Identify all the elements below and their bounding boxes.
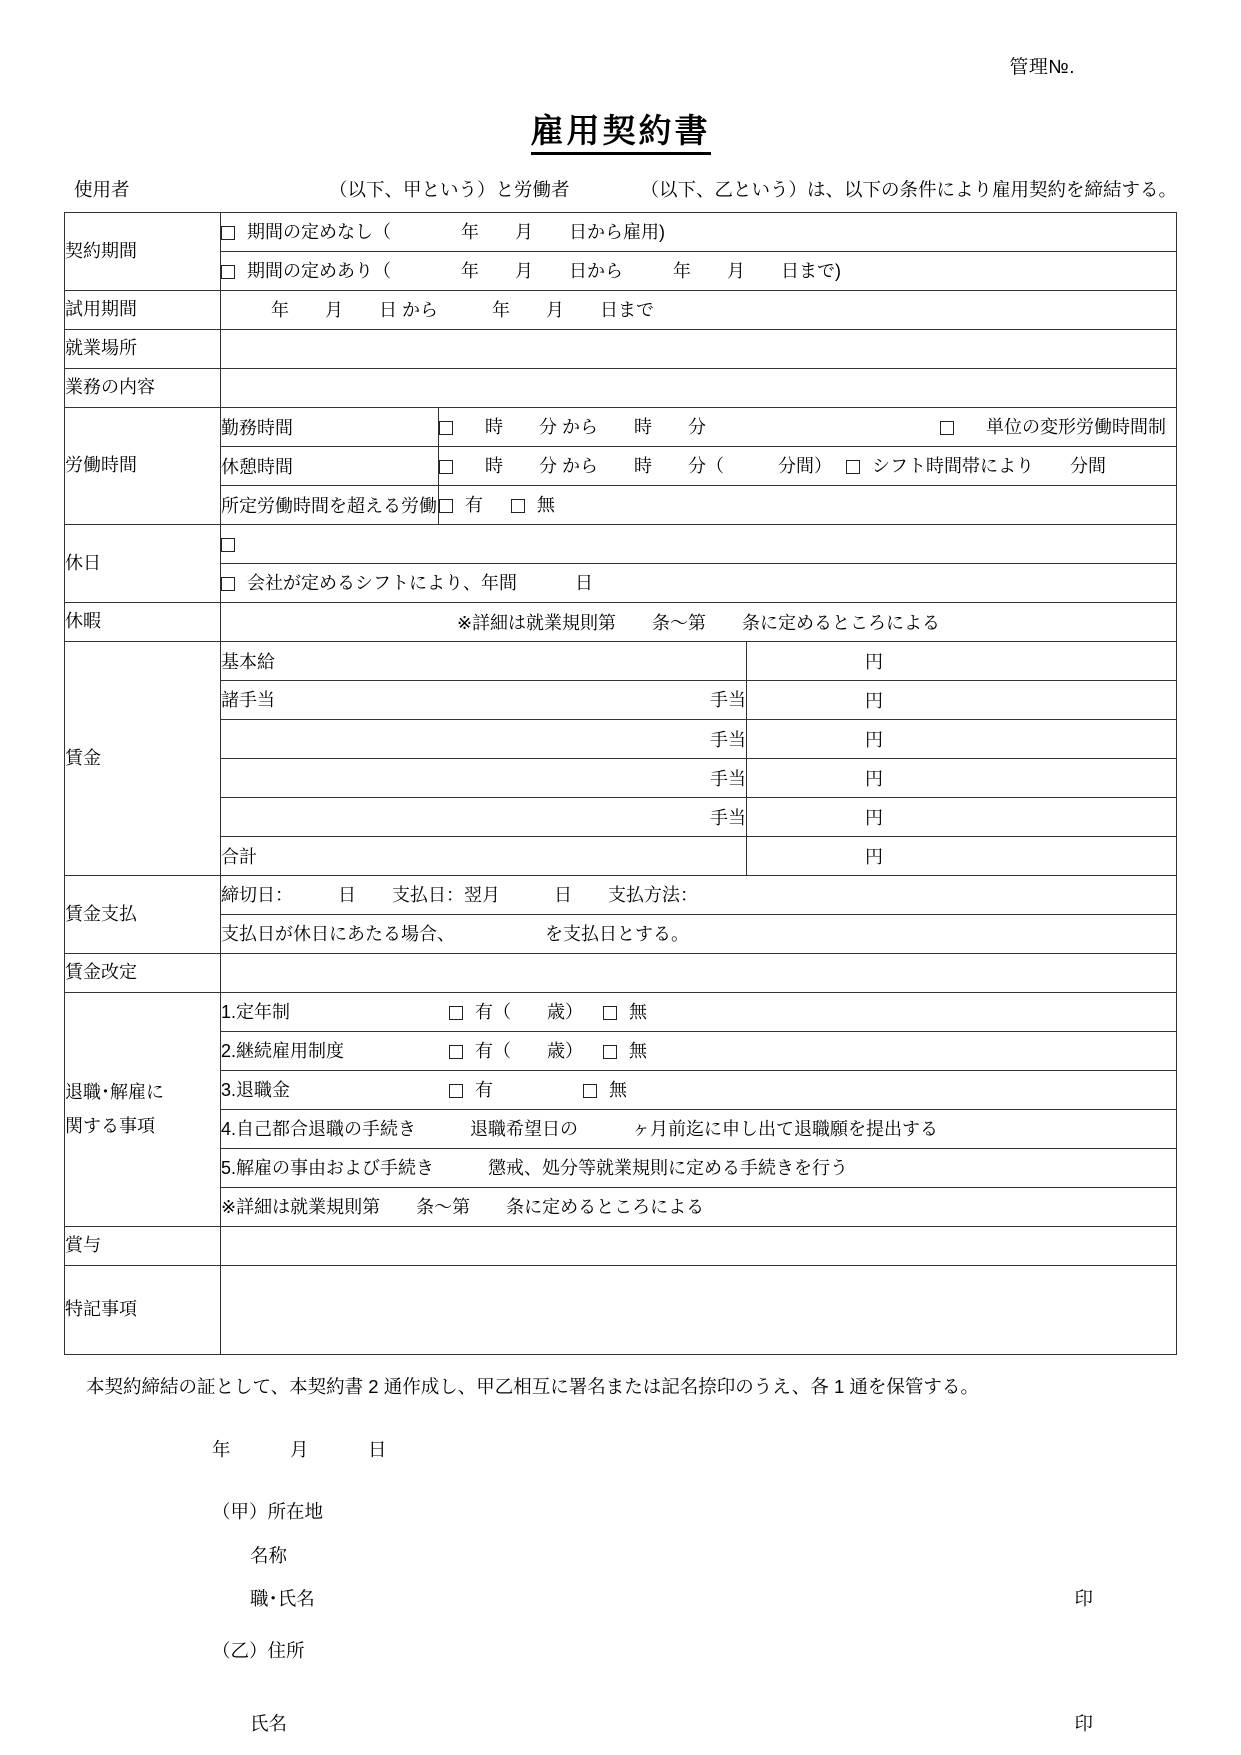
wage-total-amount-cell[interactable]: [746, 837, 1176, 876]
checkbox-overtime-yes[interactable]: [439, 499, 453, 513]
retirement-note-text: ※詳細は就業規則第 条～第 条に定めるところによる: [221, 1197, 705, 1217]
retirement-item-1-cell: [221, 993, 1177, 1032]
fixed-period-mid: 年 月 日から: [461, 261, 623, 281]
wage-payment-line2-a: 支払日が休日にあたる場合、: [221, 924, 455, 944]
table-row-wage-allowance-1: [65, 681, 1177, 720]
contract-table: [64, 212, 1177, 1355]
ko-address-label: （甲）所在地: [212, 1501, 324, 1523]
table-row-remarks: [65, 1266, 1177, 1355]
bonus-value-cell[interactable]: [221, 1227, 1177, 1266]
row-label-remarks: 特記事項: [65, 1266, 221, 1355]
table-row-trial-period: [65, 291, 1177, 330]
row-label-wage: 賃金: [65, 642, 221, 876]
admin-number-label: 管理№.: [1009, 57, 1075, 78]
contract-period-indefinite-cell: [221, 213, 1177, 252]
otsu-seal-label: 印: [1074, 1713, 1093, 1735]
break-time-value-cell: [439, 447, 1177, 486]
table-row-retirement-5: [65, 1149, 1177, 1188]
table-row-break-time: [65, 447, 1177, 486]
ko-address-row: [212, 1490, 1177, 1533]
wage-revision-value-cell[interactable]: [221, 954, 1177, 993]
table-row-holidays-shift: [65, 564, 1177, 603]
intro-line: [64, 176, 1177, 202]
checkbox-mandatory-retirement-no[interactable]: [603, 1006, 617, 1020]
checkbox-holiday-custom[interactable]: [221, 538, 235, 552]
table-row-retirement-2: [65, 1032, 1177, 1071]
allowance-unit-2: 円: [864, 730, 883, 750]
table-row-leave: [65, 603, 1177, 642]
otsu-address-label: （乙）住所: [212, 1639, 305, 1661]
retirement-label-line2: 関する事項: [65, 1115, 155, 1136]
overtime-yes-label: 有: [465, 495, 483, 515]
table-row-retirement-1: [65, 993, 1177, 1032]
row-label-job-content: 業務の内容: [65, 369, 221, 408]
retirement-item-3-cell: [221, 1071, 1177, 1110]
otsu-note: （以下、乙という）は、以下の条件により雇用契約を締結する。: [640, 179, 1177, 200]
row-label-working-hours: 労働時間: [65, 408, 221, 525]
wage-payment-line1: 締切日： 日 支払日：翌月 日 支払方法：: [221, 885, 698, 905]
page-title-text: 雇用契約書: [531, 112, 711, 155]
retirement-item-2-label: 2.継続雇用制度: [221, 1041, 345, 1061]
row-label-bonus: 賞与: [65, 1227, 221, 1266]
checkbox-continued-employment-no[interactable]: [603, 1045, 617, 1059]
wage-payment-line1-cell[interactable]: [221, 876, 1177, 915]
table-row-overtime: [65, 486, 1177, 525]
table-row-workplace: [65, 330, 1177, 369]
allowance-name-1: 手当: [709, 690, 746, 710]
break-time-range: 時 分 から 時 分（ 分間）: [485, 456, 832, 476]
job-content-value-cell[interactable]: [221, 369, 1177, 408]
fixed-period-tail: 年 月 日まで): [673, 261, 841, 281]
ko-name-label: 名称: [250, 1544, 288, 1566]
ko-title-row: [212, 1577, 1177, 1620]
checkbox-variable-working-hours[interactable]: [940, 421, 954, 435]
duty-hours-value-cell: [439, 408, 1177, 447]
workplace-value-cell[interactable]: [221, 330, 1177, 369]
allowance-amount-cell-3[interactable]: [746, 759, 1176, 798]
retirement-item-3-no: 無: [609, 1080, 627, 1100]
allowance-name-3: 手当: [221, 759, 747, 798]
checkbox-break-time[interactable]: [439, 460, 453, 474]
wage-payment-line2-cell[interactable]: [221, 915, 1177, 954]
row-label-holidays: 休日: [65, 525, 221, 603]
allowance-name-2: 手当: [221, 720, 747, 759]
allowance-amount-cell-4[interactable]: [746, 798, 1176, 837]
checkbox-severance-pay-yes[interactable]: [449, 1084, 463, 1098]
retirement-item-5-cell: [221, 1149, 1177, 1188]
retirement-item-2-cell: [221, 1032, 1177, 1071]
checkbox-mandatory-retirement-yes[interactable]: [449, 1006, 463, 1020]
holiday-option-shift-cell: [221, 564, 1177, 603]
retirement-item-5-text: 5.解雇の事由および手続き 懲戒、処分等就業規則に定める手続きを行う: [221, 1158, 849, 1178]
allowance-unit-4: 円: [864, 808, 883, 828]
otsu-address-row: [212, 1629, 1177, 1672]
checkbox-fixed-period[interactable]: [221, 265, 235, 279]
fixed-period-label: 期間の定めあり（: [247, 261, 391, 281]
table-row-contract-period: [65, 213, 1177, 252]
shift-break-label: シフト時間帯により 分間: [872, 456, 1106, 476]
checkbox-shift-break[interactable]: [846, 460, 860, 474]
signature-block: [64, 1490, 1177, 1745]
retirement-label-line1: 退職･解雇に: [65, 1082, 164, 1103]
variable-working-hours-label: 単位の変形労働時間制: [986, 417, 1166, 437]
checkbox-duty-hours[interactable]: [439, 421, 453, 435]
ko-seal-label: 印: [1074, 1588, 1093, 1610]
checkbox-holiday-shift[interactable]: [221, 577, 235, 591]
wage-allowances-label: 諸手当: [221, 690, 275, 710]
allowance-amount-cell-1[interactable]: [746, 681, 1176, 720]
sub-label-break-time: 休憩時間: [221, 447, 439, 486]
retirement-item-1-label: 1.定年制: [221, 1002, 291, 1022]
table-row-retirement-note: [65, 1188, 1177, 1227]
indefinite-period-tail: 年 月 日から雇用): [461, 222, 665, 242]
wage-basic-unit: 円: [864, 652, 883, 672]
table-row-wage-basic: [65, 642, 1177, 681]
otsu-name-row: [212, 1702, 1177, 1745]
allowance-name-4: 手当: [221, 798, 747, 837]
table-row-retirement-4: [65, 1110, 1177, 1149]
table-row-wage-total: [65, 837, 1177, 876]
wage-allowances-cell: [221, 681, 747, 720]
wage-payment-line2-b: を支払日とする。: [545, 924, 689, 944]
sub-label-overtime: 所定労働時間を超える労働: [221, 486, 439, 525]
trial-period-value: 年 月 日 から 年 月 日まで: [271, 300, 654, 320]
table-row-contract-period-fixed: [65, 252, 1177, 291]
row-label-workplace: 就業場所: [65, 330, 221, 369]
retirement-item-3-label: 3.退職金: [221, 1080, 291, 1100]
table-row-wage-allowance-3: [65, 759, 1177, 798]
retirement-item-2-no: 無: [629, 1041, 647, 1061]
leave-note: ※詳細は就業規則第 条～第 条に定めるところによる: [221, 603, 1177, 642]
row-label-trial-period: 試用期間: [65, 291, 221, 330]
table-row-duty-hours: [65, 408, 1177, 447]
page-title: [64, 105, 1177, 154]
retirement-note-cell: [221, 1188, 1177, 1227]
row-label-contract-period: 契約期間: [65, 213, 221, 291]
allowance-unit-3: 円: [864, 769, 883, 789]
retirement-item-1-yes: 有（ 歳）: [475, 1002, 583, 1022]
retirement-item-3-yes: 有: [475, 1080, 493, 1100]
employer-label: 使用者: [74, 179, 130, 200]
table-row-retirement-3: [65, 1071, 1177, 1110]
checkbox-severance-pay-no[interactable]: [583, 1084, 597, 1098]
signature-date-line[interactable]: 年 月 日: [212, 1439, 388, 1461]
ko-note: （以下、甲という）と労働者: [329, 179, 570, 200]
trial-period-value-cell[interactable]: [221, 291, 1177, 330]
table-row-job-content: [65, 369, 1177, 408]
retirement-item-4-cell: [221, 1110, 1177, 1149]
holiday-option-blank-cell: [221, 525, 1177, 564]
sub-label-duty-hours: 勤務時間: [221, 408, 439, 447]
overtime-value-cell: [439, 486, 1177, 525]
allowance-unit-1: 円: [864, 691, 883, 711]
wage-basic-amount-cell[interactable]: [746, 642, 1176, 681]
holiday-shift-tail: 日: [575, 573, 593, 593]
indefinite-period-label: 期間の定めなし（: [247, 222, 391, 242]
retirement-item-4-text: 4.自己都合退職の手続き 退職希望日の ヶ月前迄に申し出て退職願を提出する: [221, 1119, 939, 1139]
table-row-wage-payment-2: [65, 915, 1177, 954]
allowance-amount-cell-2[interactable]: [746, 720, 1176, 759]
duty-hours-range: 時 分 から 時 分: [485, 417, 706, 437]
wage-total-label: 合計: [221, 837, 747, 876]
retirement-item-1-no: 無: [629, 1002, 647, 1022]
otsu-name-label: 氏名: [250, 1713, 288, 1735]
remarks-value-cell[interactable]: [221, 1266, 1177, 1355]
row-label-wage-payment: 賃金支払: [65, 876, 221, 954]
ko-name-row: [212, 1534, 1177, 1577]
checkbox-overtime-no[interactable]: [511, 499, 525, 513]
holiday-shift-label: 会社が定めるシフトにより、年間: [247, 573, 517, 593]
table-row-wage-allowance-2: [65, 720, 1177, 759]
closing-statement: 本契約締結の証として、本契約書 2 通作成し、甲乙相互に署名または記名捺印のうえ、各 1 通を保管する。: [86, 1376, 979, 1397]
table-row-holidays: [65, 525, 1177, 564]
table-row-wage-payment: [65, 876, 1177, 915]
row-label-wage-revision: 賃金改定: [65, 954, 221, 993]
row-label-leave: 休暇: [65, 603, 221, 642]
checkbox-continued-employment-yes[interactable]: [449, 1045, 463, 1059]
ko-title-label: 職･氏名: [250, 1588, 315, 1610]
checkbox-indefinite-period[interactable]: [221, 226, 235, 240]
table-row-wage-revision: [65, 954, 1177, 993]
retirement-item-2-yes: 有（ 歳）: [475, 1041, 583, 1061]
wage-total-unit: 円: [864, 847, 883, 867]
contract-period-fixed-cell: [221, 252, 1177, 291]
table-row-bonus: [65, 1227, 1177, 1266]
table-row-wage-allowance-4: [65, 798, 1177, 837]
wage-basic-label: 基本給: [221, 642, 747, 681]
row-label-retirement: [65, 993, 221, 1227]
overtime-no-label: 無: [537, 495, 555, 515]
